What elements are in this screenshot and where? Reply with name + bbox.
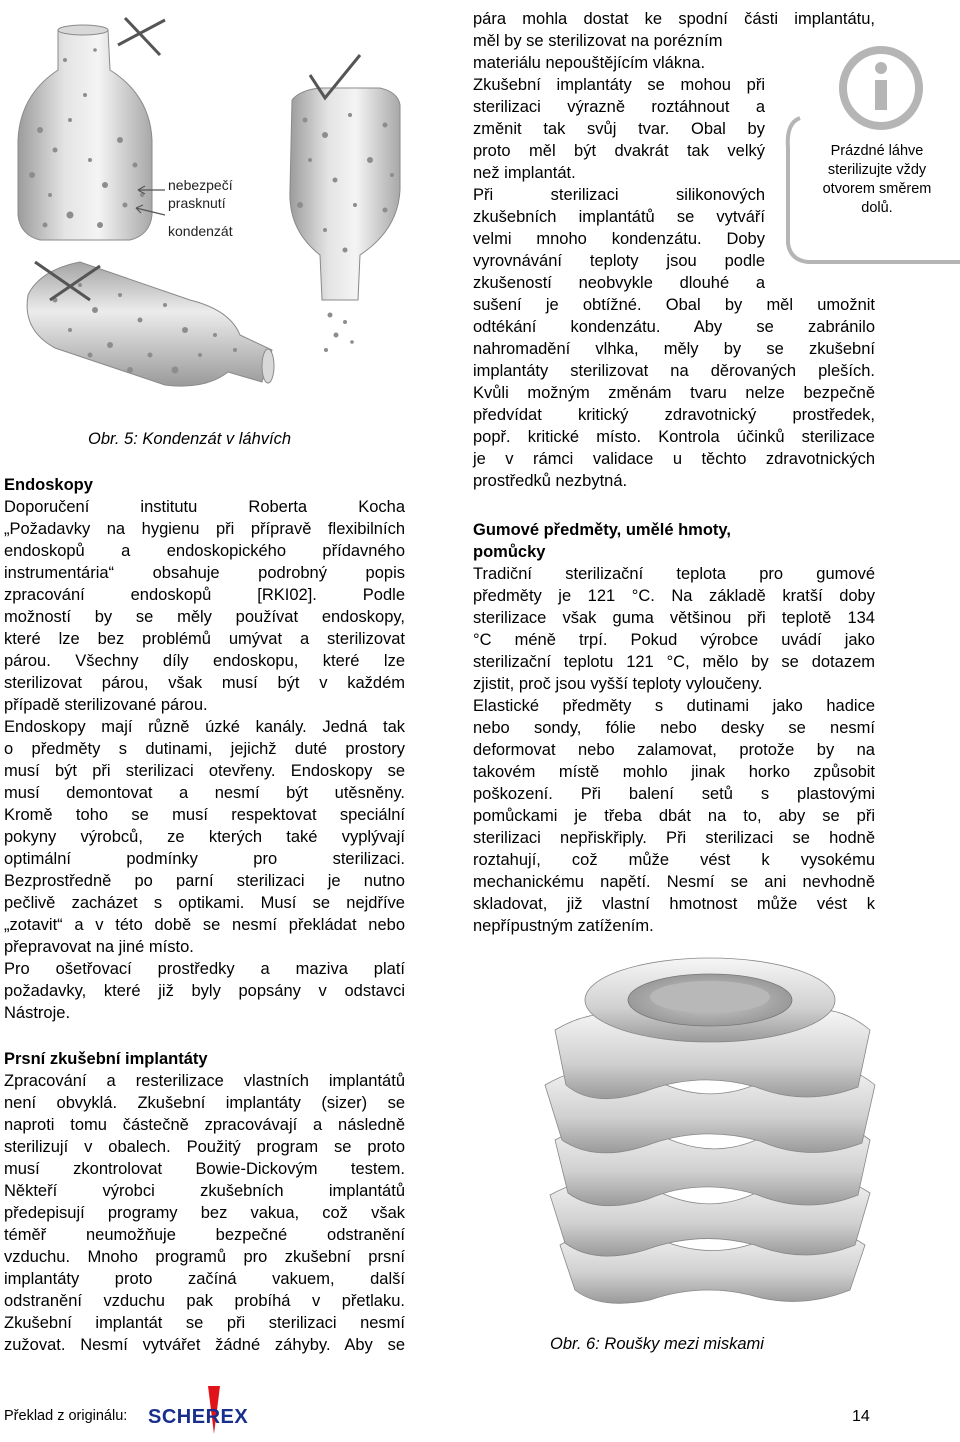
text-line: Elastické předměty s dutinami jako hadice <box>473 697 875 715</box>
text-line: Kromě toho se musí respektovat speciální <box>4 806 405 824</box>
cross-mark-icon <box>118 18 165 55</box>
footer <box>0 1380 960 1442</box>
label-condensate: kondenzát <box>168 223 233 239</box>
page-number: 14 <box>852 1408 870 1425</box>
text-line: pomůckami je třeba dbát na to, aby se při <box>473 807 875 825</box>
text-line: popř. kritické místo. Kontrola účinků sterilizace <box>473 428 875 446</box>
text-line: Pro ošetřovací prostředky a maziva platí <box>4 960 405 978</box>
text-line: je v rámci validace u těchto zdravotnických <box>473 450 875 468</box>
text-line: °C méně trpí. Pokud výrobce uvádí jako <box>473 631 875 649</box>
text-line: zkušebních implantátů se vytváří <box>473 208 765 226</box>
text-line: Nástroje. <box>4 1004 71 1022</box>
text-line: sterilizační teplotu 121 °C, mělo by se dotazem <box>473 653 875 671</box>
figure-5 <box>0 0 440 440</box>
text-line: sušení je obtížné. Obal by měl umožnit <box>473 296 875 314</box>
info-box-text <box>796 142 958 218</box>
text-line: musí zkontrolovat Bowie-Dickovým testem. <box>4 1160 405 1178</box>
text-line: případě sterilizované párou. <box>4 696 208 714</box>
paragraph-endoscopes-1 <box>4 496 405 716</box>
text-line: zpracování endoskopů [RKI02]. Podle <box>4 586 405 604</box>
text-line: přepravovat na jiné místo. <box>4 938 194 956</box>
text-line: „zotavit“ a v této době se nesmí překládat nebo <box>4 916 405 934</box>
text-line: prostředků nezbytná. <box>473 472 628 490</box>
info-line: otvorem směrem <box>822 181 932 197</box>
info-line: Prázdné láhve <box>830 143 924 159</box>
text-line: implantáty proto začíná vakuem, další <box>4 1270 405 1288</box>
text-line: než implantát. <box>473 164 576 182</box>
text-line: Zkušební implantát se při sterilizaci nesmí <box>4 1314 405 1332</box>
info-box <box>778 28 960 268</box>
text-line: zjistit, proč jsou vyšší teploty vyloučeny. <box>473 675 763 693</box>
paragraph-condensate-drying <box>473 294 875 492</box>
inverted-bottle <box>290 88 400 352</box>
text-line: Zkušební implantáty se mohou při <box>473 76 765 94</box>
text-line: předvídat kritický zdravotnický prostředek, <box>473 406 875 424</box>
heading-rubber <box>473 519 875 563</box>
text-line: požadavky, které již byly popsány v odstavci <box>4 982 405 1000</box>
heading-line: pomůcky <box>473 543 546 561</box>
text-line: Někteří výrobci zkušebních implantátů <box>4 1182 405 1200</box>
text-line: roztahují, což může vést k vysokému <box>473 851 875 869</box>
text-line: velmi mnoho kondenzátu. Doby <box>473 230 765 248</box>
info-icon <box>843 50 919 126</box>
text-line: materiálu nepouštějícím vlákna. <box>473 54 706 72</box>
text-line: sterilizaci výrazně roztáhnout a <box>473 98 765 116</box>
text-line: možností by se měly používat endoskopy, <box>4 608 405 626</box>
paragraph-elastic-items <box>473 695 875 937</box>
text-line: Kvůli možným změnám tvaru nelze bezpečně <box>473 384 875 402</box>
text-line: pokyny výrobců, ze kterých také vyplývají <box>4 828 405 846</box>
label-danger: nebezpečí prasknutí <box>168 177 233 211</box>
text-line: Endoskopy mají různě úzké kanály. Jedná tak <box>4 718 405 736</box>
text-line: nahromadění vlhka, měly by se zkušební <box>473 340 875 358</box>
heading-implants: Prsní zkušební implantáty <box>4 1050 208 1068</box>
text-line: sterilizaci nepřiskřiply. Při sterilizaci se hodně <box>473 829 875 847</box>
text-line: instrumentária“ obsahuje podrobný popis <box>4 564 405 582</box>
heading-endoscopes: Endoskopy <box>4 476 93 494</box>
text-line: Při sterilizaci silikonových <box>473 186 765 204</box>
info-line: sterilizujte vždy <box>827 162 927 178</box>
paragraph-implant-expand <box>473 74 765 294</box>
upright-bottle <box>18 25 152 240</box>
right-column-rubber <box>473 519 875 937</box>
text-line: o předměty s dutinami, jejichž duté prostory <box>4 740 405 758</box>
text-line: vyrovnávání teploty jsou podle <box>473 252 765 270</box>
drapes-illustration <box>520 945 900 1325</box>
text-line: není obvyklá. Zkušební implantáty (sizer) se <box>4 1094 405 1112</box>
text-line: pára mohla dostat ke spodní části implantátu, <box>473 10 875 28</box>
text-line: Doporučení institutu Roberta Kocha <box>4 498 405 516</box>
text-line: musí být při sterilizaci otevřeny. Endoskopy se <box>4 762 405 780</box>
text-line: téměř neumožňuje bezpečné odstranění <box>4 1226 405 1244</box>
text-line: předepisují programy bez vakua, což však <box>4 1204 405 1222</box>
text-line: Bezprostředně po parní sterilizaci je nutno <box>4 872 405 890</box>
scherex-logo <box>146 1384 261 1436</box>
figure-6 <box>520 945 900 1325</box>
text-line: nepřípustným zatížením. <box>473 917 654 935</box>
text-line: pečlivě zacházet s optikami. Musí se nejdříve <box>4 894 405 912</box>
text-line: sterilizovat párou, však musí být v každém <box>4 674 405 692</box>
figure-5-caption: Obr. 5: Kondenzát v láhvích <box>88 430 292 448</box>
paragraph-endoscopes-3 <box>4 958 405 1024</box>
left-column-implants <box>4 1048 405 1356</box>
text-line: nebo sondy, fólie nebo desky se nesmí <box>473 719 875 737</box>
left-column <box>4 474 405 1024</box>
text-line: mechanickému napětí. Nesmí se ani nevhodně <box>473 873 875 891</box>
text-line: sterilizují v obalech. Použitý program se proto <box>4 1138 405 1156</box>
heading-line: Gumové předměty, umělé hmoty, <box>473 521 731 539</box>
text-line: proto měl být dvakrát tak velký <box>473 142 765 160</box>
text-line: implantáty sterilizovat na děrovaných pleších. <box>473 362 875 380</box>
text-line: změnit tak svůj tvar. Obal by <box>473 120 765 138</box>
text-line: odstranění vzduchu pak probíhá v přetlaku. <box>4 1292 405 1310</box>
text-line: poškození. Při balení setů s plastovými <box>473 785 875 803</box>
text-line: odtékání kondenzátu. Aby se zabránilo <box>473 318 875 336</box>
text-line: takovém místě mohlo jinak horko způsobit <box>473 763 875 781</box>
text-line: musí demontovat a nesmí být utěsněny. <box>4 784 405 802</box>
text-line: měl by se sterilizovat na porézním <box>473 32 723 50</box>
paragraph-endoscopes-2 <box>4 716 405 958</box>
text-line: sterilizace však guma většinou při teplotě 134 <box>473 609 875 627</box>
text-line: „Požadavky na hygienu při přípravě flexibilních <box>4 520 405 538</box>
paragraph-rubber-temperature <box>473 563 875 695</box>
text-line: optimální podmínky pro sterilizaci. <box>4 850 405 868</box>
info-line: dolů. <box>861 200 893 216</box>
text-line: zkušeností neobvykle dlouhé a <box>473 274 765 292</box>
text-line: Zpracování a resterilizace vlastních implantátů <box>4 1072 405 1090</box>
text-line: párou. Všechny díly endoskopu, které lze <box>4 652 405 670</box>
logo-text: SCHEREX <box>148 1406 249 1428</box>
text-line: naproti tomu částečně zpracovávají a následně <box>4 1116 405 1134</box>
text-line: zužovat. Nesmí vytvářet žádné záhyby. Aby se <box>4 1336 405 1354</box>
text-line: které lze bez problémů umývat a sterilizovat <box>4 630 405 648</box>
translation-label: Překlad z originálu: <box>4 1408 128 1424</box>
text-line: deformovat nebo zalamovat, protože by na <box>473 741 875 759</box>
paragraph-implants <box>4 1070 405 1356</box>
text-line: vzduchu. Mnoho programů pro zkušební prsní <box>4 1248 405 1266</box>
text-line: předměty je 121 °C. Na základě kratší doby <box>473 587 875 605</box>
bowl <box>585 958 835 1042</box>
text-line: endoskopů a endoskopického přídavného <box>4 542 405 560</box>
bottles-illustration <box>0 0 440 430</box>
text-line: Tradiční sterilizační teplota pro gumové <box>473 565 875 583</box>
text-line: skladovat, již vlastní hmotnost může vést k <box>473 895 875 913</box>
figure-6-caption: Obr. 6: Roušky mezi miskami <box>550 1335 764 1353</box>
